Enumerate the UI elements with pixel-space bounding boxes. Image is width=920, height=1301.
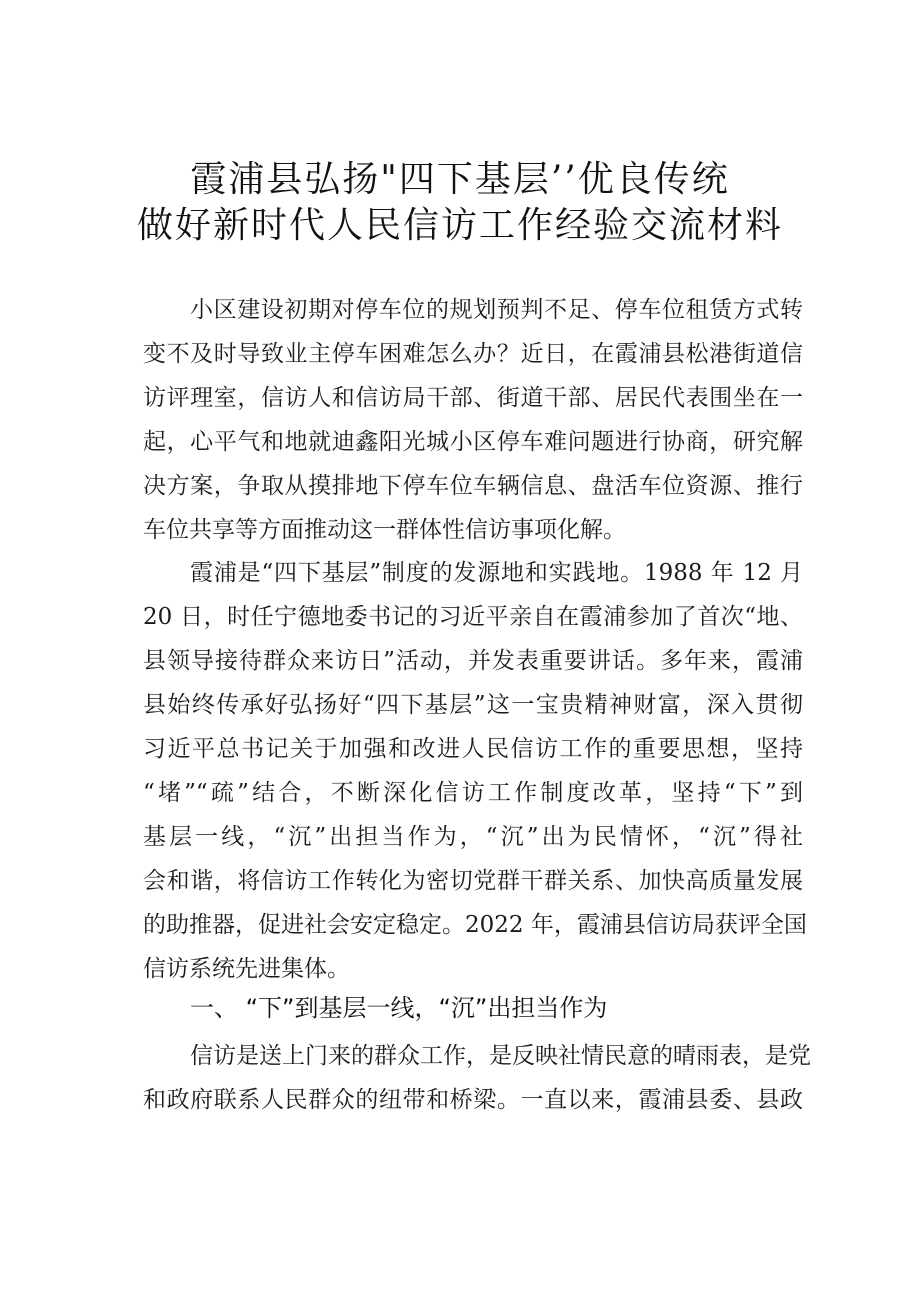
paragraph-2-line: 信访系统先进集体。 bbox=[143, 956, 350, 982]
paragraph-2-line: 20 日，时任宁德地委书记的习近平亲自在霞浦参加了首次“地、 bbox=[143, 604, 803, 630]
paragraph-2-line: 习近平总书记关于加强和改进人民信访工作的重要思想，坚持 bbox=[143, 736, 803, 762]
paragraph-3-line: 和政府联系人民群众的纽带和桥梁。一直以来，霞浦县委、县政 bbox=[143, 1087, 803, 1113]
paragraph-1-line: 车位共享等方面推动这一群体性信访事项化解。 bbox=[143, 517, 626, 543]
paragraph-1-line: 访评理室，信访人和信访局干部、街道干部、居民代表围坐在一 bbox=[143, 385, 803, 411]
paragraph-2-line: 县领导接待群众来访日”活动，并发表重要讲话。多年来，霞浦 bbox=[143, 648, 803, 674]
paragraph-1-line: 变不及时导致业主停车困难怎么办？近日，在霞浦县松港街道信 bbox=[143, 341, 803, 367]
paragraph-3-line: 信访是送上门来的群众工作，是反映社情民意的晴雨表，是党 bbox=[190, 1043, 811, 1069]
document-title-line-1: 霞浦县弘扬"四下基层’’优良传统 bbox=[190, 159, 730, 200]
paragraph-2-line: 的助推器，促进社会安定稳定。2022 年，霞浦县信访局获评全国 bbox=[143, 912, 807, 938]
paragraph-1-line: 决方案，争取从摸排地下停车位车辆信息、盘活车位资源、推行 bbox=[143, 473, 803, 499]
document-title-line-2: 做好新时代人民信访工作经验交流材料 bbox=[136, 205, 783, 246]
paragraph-1-line: 起，心平气和地就迪鑫阳光城小区停车难问题进行协商，研究解 bbox=[143, 429, 803, 455]
paragraph-1-line: 小区建设初期对停车位的规划预判不足、停车位租赁方式转 bbox=[190, 297, 803, 323]
paragraph-2-line: “堵”“疏”结合，不断深化信访工作制度改革，坚持“下”到 bbox=[143, 780, 803, 806]
section-1-heading: 一、 “下”到基层一线，“沉”出担当作为 bbox=[190, 994, 608, 1022]
paragraph-2-line: 霞浦是“四下基层”制度的发源地和实践地。1988 年 12 月 bbox=[190, 560, 803, 586]
paragraph-2-line: 县始终传承好弘扬好“四下基层”这一宝贵精神财富，深入贯彻 bbox=[143, 692, 803, 718]
paragraph-2-line: 会和谐，将信访工作转化为密切党群干群关系、加快高质量发展 bbox=[143, 868, 803, 894]
paragraph-2-line: 基层一线，“沉”出担当作为，“沉”出为民情怀，“沉”得社 bbox=[143, 824, 803, 850]
